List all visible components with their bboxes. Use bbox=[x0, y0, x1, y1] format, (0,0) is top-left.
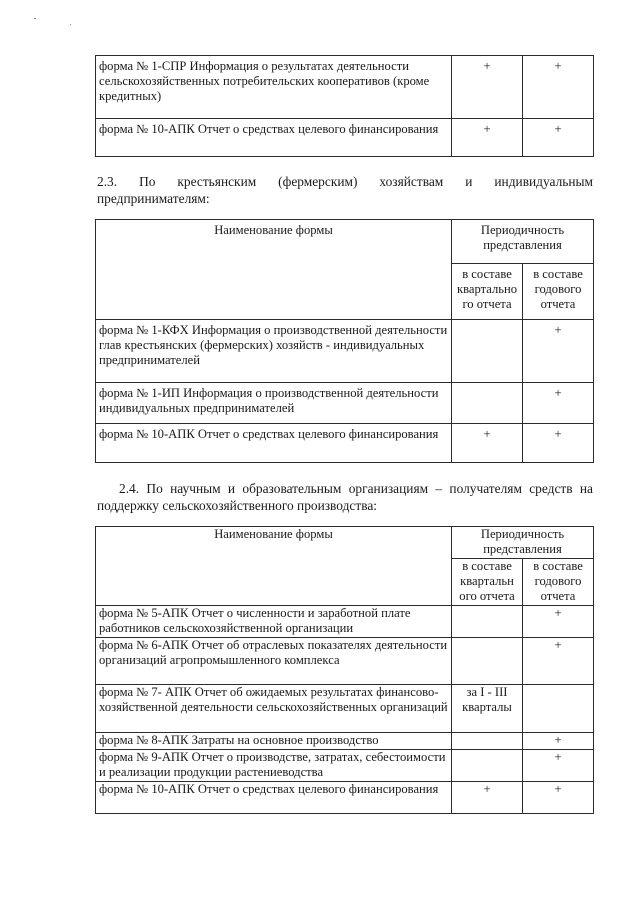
annual-cell bbox=[523, 685, 594, 733]
table-row bbox=[96, 685, 594, 733]
form-name-cell: форма № 10-АПК Отчет о средствах целевого финансирования bbox=[96, 424, 452, 463]
table-row bbox=[96, 733, 594, 750]
header-form-name: Наименование формы bbox=[96, 220, 452, 320]
quarterly-cell bbox=[452, 606, 523, 638]
annual-cell: + bbox=[523, 638, 594, 685]
quarterly-cell bbox=[452, 733, 523, 750]
forms-table-cooperatives bbox=[95, 55, 594, 157]
quarterly-cell: + bbox=[452, 424, 523, 463]
quarterly-cell: + bbox=[452, 119, 523, 157]
form-name-cell: форма № 1-СПР Информация о результатах деятельности сельскохозяйственных потребительских кооперативов (кроме кредитных) bbox=[96, 56, 452, 119]
annual-cell: + bbox=[523, 733, 594, 750]
annual-cell: + bbox=[523, 424, 594, 463]
form-name-cell: форма № 1-ИП Информация о производственной деятельности индивидуальных предпринимателей bbox=[96, 383, 452, 424]
form-name-cell: форма № 6-АПК Отчет об отраслевых показателях деятельности организаций агропромышленного комплекса bbox=[96, 638, 452, 685]
table-row bbox=[96, 750, 594, 782]
table-row bbox=[96, 638, 594, 685]
quarterly-cell: за I - III кварталы bbox=[452, 685, 523, 733]
section-2-3-heading: 2.3. По крестьянским (фермерским) хозяйствам и индивидуальным bbox=[97, 174, 593, 189]
form-name-cell: форма № 10-АПК Отчет о средствах целевого финансирования bbox=[96, 782, 452, 814]
table-row bbox=[96, 424, 594, 463]
header-periodicity: Периодичность представления bbox=[452, 220, 594, 264]
form-name-cell: форма № 8-АПК Затраты на основное производство bbox=[96, 733, 452, 750]
annual-cell: + bbox=[523, 320, 594, 383]
table-row bbox=[96, 782, 594, 814]
scan-speck bbox=[70, 24, 71, 25]
header-periodicity: Периодичность представления bbox=[452, 527, 594, 559]
forms-table-scientific-organizations bbox=[95, 526, 594, 814]
quarterly-cell bbox=[452, 750, 523, 782]
header-annual: в составе годового отчета bbox=[523, 559, 594, 606]
form-name-cell: форма № 10-АПК Отчет о средствах целевого финансирования bbox=[96, 119, 452, 157]
table-row bbox=[96, 320, 594, 383]
form-name-cell: форма № 1-КФХ Информация о производственной деятельности глав крестьянских (фермерских) хозяйств - индивидуальных предпринимателей bbox=[96, 320, 452, 383]
form-name-cell: форма № 9-АПК Отчет о производстве, затратах, себестоимости и реализации продукции растениеводства bbox=[96, 750, 452, 782]
annual-cell: + bbox=[523, 119, 594, 157]
table-row bbox=[96, 56, 594, 119]
quarterly-cell: + bbox=[452, 56, 523, 119]
table-row bbox=[96, 606, 594, 638]
annual-cell: + bbox=[523, 56, 594, 119]
table-header-row bbox=[96, 220, 594, 264]
table-row bbox=[96, 383, 594, 424]
annual-cell: + bbox=[523, 383, 594, 424]
annual-cell: + bbox=[523, 750, 594, 782]
table-row bbox=[96, 119, 594, 157]
quarterly-cell: + bbox=[452, 782, 523, 814]
forms-table-farmers bbox=[95, 219, 594, 463]
form-name-cell: форма № 7- АПК Отчет об ожидаемых результатах финансово-хозяйственной деятельности сельскохозяйственных организаций bbox=[96, 685, 452, 733]
quarterly-cell bbox=[452, 383, 523, 424]
quarterly-cell bbox=[452, 320, 523, 383]
annual-cell: + bbox=[523, 782, 594, 814]
header-annual: в составе годового отчета bbox=[523, 264, 594, 320]
section-2-4-heading: 2.4. По научным и образовательным организациям – получателям средств на поддержку сельскохозяйственного производства: bbox=[97, 481, 593, 513]
quarterly-cell bbox=[452, 638, 523, 685]
table-header-row bbox=[96, 527, 594, 559]
form-name-cell: форма № 5-АПК Отчет о численности и заработной плате работников сельскохозяйственной организации bbox=[96, 606, 452, 638]
header-form-name: Наименование формы bbox=[96, 527, 452, 606]
header-quarterly: в составе квартально го отчета bbox=[452, 264, 523, 320]
annual-cell: + bbox=[523, 606, 594, 638]
header-quarterly: в составе квартальн ого отчета bbox=[452, 559, 523, 606]
scan-speck bbox=[34, 18, 36, 19]
section-2-3-heading-continuation: предпринимателям: bbox=[97, 191, 210, 206]
